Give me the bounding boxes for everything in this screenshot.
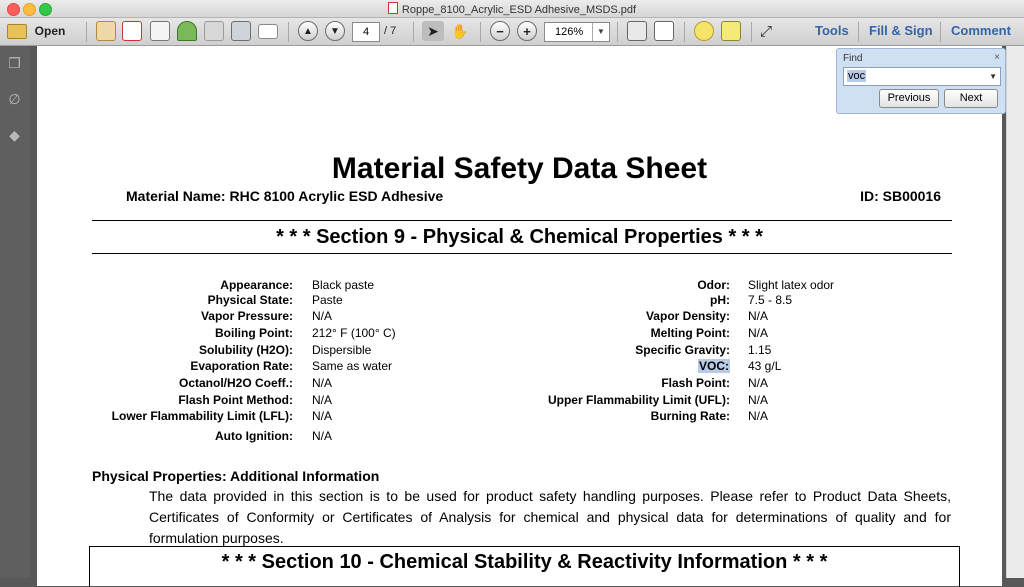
find-next-button[interactable]: Next (944, 89, 998, 108)
property-label: Upper Flammability Limit (UFL): (547, 393, 730, 407)
arrow-down-icon: ▼ (325, 21, 345, 41)
plus-icon: + (517, 21, 537, 41)
open-button[interactable] (4, 21, 68, 41)
property-label: Melting Point: (650, 326, 730, 340)
property-value: 7.5 - 8.5 (748, 293, 793, 307)
property-label: Physical State: (207, 293, 293, 307)
open-label: Open (34, 24, 66, 38)
fit-page-icon (627, 21, 647, 41)
expand-icon: ⤢ (760, 22, 773, 40)
find-query: voc (848, 70, 866, 82)
property-value: Dispersible (312, 343, 372, 357)
comment-button[interactable]: Comment (951, 23, 1011, 38)
toolbar-divider (684, 22, 685, 42)
property-label: Flash Point Method: (178, 393, 293, 407)
zoom-in-button[interactable] (517, 21, 537, 41)
envelope-icon (258, 24, 278, 39)
property-value: N/A (312, 393, 333, 407)
property-label: pH: (710, 293, 730, 307)
property-label: Octanol/H2O Coeff.: (178, 376, 293, 390)
property-value: N/A (312, 376, 333, 390)
toolbar-divider (288, 22, 289, 42)
toolbar-divider (86, 22, 87, 42)
previous-page-button[interactable] (298, 21, 318, 41)
property-label: Evaporation Rate: (190, 359, 293, 373)
section-rule (92, 220, 952, 221)
create-pdf-button[interactable] (96, 21, 116, 41)
property-label: Specific Gravity: (635, 343, 730, 357)
property-value: Slight latex odor (748, 278, 835, 292)
fit-page-button[interactable] (627, 21, 647, 41)
property-label: Vapor Density: (645, 309, 730, 323)
property-label: Lower Flammability Limit (LFL): (111, 409, 293, 423)
property-label: Burning Rate: (650, 409, 730, 423)
page-thumbnails-icon[interactable]: ❐ (8, 55, 21, 71)
property-value: 1.15 (748, 343, 772, 357)
section-10-title: * * * Section 10 - Chemical Stability & Reactivity Information * * * (221, 551, 828, 573)
create-pdf-icon (96, 21, 116, 41)
property-value: N/A (748, 409, 769, 423)
email-button[interactable] (258, 21, 278, 41)
export-pdf-icon (122, 21, 142, 41)
page-total: / 7 (384, 25, 397, 37)
minus-icon: − (490, 21, 510, 41)
section-rule (92, 253, 952, 254)
save-button[interactable] (204, 21, 224, 41)
pdf-page (37, 46, 1002, 586)
printer-icon (231, 21, 251, 41)
search-highlight: VOC: (699, 359, 729, 373)
property-value: N/A (748, 326, 769, 340)
document-title: Material Safety Data Sheet (331, 152, 708, 185)
hand-icon: ✋ (451, 22, 469, 39)
toolbar-divider (413, 22, 414, 42)
toolbar-divider (480, 22, 481, 42)
full-screen-button[interactable] (760, 21, 772, 41)
next-page-button[interactable] (325, 21, 345, 41)
property-label: Flash Point: (661, 376, 730, 390)
highlighter-icon (721, 21, 741, 41)
property-label: Vapor Pressure: (200, 309, 293, 323)
attachments-paperclip-icon[interactable]: ∅ (8, 91, 21, 107)
zoom-out-button[interactable] (490, 21, 510, 41)
layers-icon[interactable]: ◆ (9, 127, 20, 143)
close-icon[interactable]: × (994, 52, 1000, 63)
main-toolbar (0, 18, 1024, 46)
export-pdf-button[interactable] (122, 21, 142, 41)
tools-button[interactable]: Tools (815, 23, 849, 38)
toolbar-divider (940, 22, 941, 42)
toolbar-divider (617, 22, 618, 42)
material-name: Material Name: RHC 8100 Acrylic ESD Adhesive (126, 188, 444, 204)
property-label: Appearance: (220, 278, 293, 292)
window-title-text: Roppe_8100_Acrylic_ESD Adhesive_MSDS.pdf (401, 4, 637, 16)
additional-info-text: The data provided in this section is to be used for product safety handling purposes. Please refer to Product Data Sheets, Certificates of Conformity or Certificates of Analysis for chemical and physical data for determinations of quality and for formulation purposes. (149, 488, 951, 546)
property-label: Odor: (697, 278, 730, 292)
title-bar (0, 0, 1024, 18)
folder-icon (7, 24, 27, 39)
property-value: Same as water (312, 359, 393, 373)
property-value: N/A (748, 309, 769, 323)
zoom-select[interactable] (544, 22, 610, 42)
find-input[interactable] (843, 67, 1001, 86)
fit-width-icon (654, 21, 674, 41)
find-panel (836, 48, 1006, 114)
property-value: N/A (748, 376, 769, 390)
speech-bubble-icon (694, 21, 714, 41)
fill-sign-button[interactable]: Fill & Sign (869, 23, 933, 38)
highlight-button[interactable] (721, 21, 741, 41)
print-button[interactable] (231, 21, 251, 41)
select-tool-button[interactable] (422, 21, 444, 41)
section-10-box (89, 546, 960, 587)
vertical-scrollbar[interactable] (1006, 46, 1024, 578)
cloud-upload-icon (177, 21, 197, 41)
toolbar-divider (858, 22, 859, 42)
property-value: Black paste (312, 278, 375, 292)
property-value: Paste (312, 293, 343, 307)
zoom-value: 126% (555, 26, 584, 38)
property-value: N/A (312, 429, 333, 443)
property-label: Auto Ignition: (215, 429, 293, 443)
find-label: Find (843, 53, 863, 64)
toolbar-divider (751, 22, 752, 42)
hand-tool-button[interactable] (451, 21, 468, 41)
fit-width-button[interactable] (654, 21, 674, 41)
upload-button[interactable] (177, 21, 197, 41)
edit-pdf-button[interactable] (150, 21, 170, 41)
property-value: N/A (312, 309, 333, 323)
voc-label (698, 359, 730, 373)
property-value: N/A (748, 393, 769, 407)
property-value: 212° F (100° C) (312, 326, 396, 340)
property-value: 43 g/L (748, 359, 782, 373)
find-previous-button[interactable]: Previous (879, 89, 939, 108)
save-icon (204, 21, 224, 41)
cursor-arrow-icon: ➤ (427, 22, 439, 39)
property-label: Boiling Point: (215, 326, 293, 340)
window-title (0, 2, 1024, 16)
additional-info-heading: Physical Properties: Additional Information (92, 468, 380, 484)
arrow-up-icon: ▲ (298, 21, 318, 41)
chevron-down-icon: ▼ (592, 23, 609, 41)
navigation-pane (0, 46, 30, 578)
property-label: Solubility (H2O): (199, 343, 293, 357)
edit-pdf-icon (150, 21, 170, 41)
chevron-down-icon[interactable]: ▼ (989, 72, 997, 81)
pdf-file-icon (388, 2, 398, 14)
material-id: ID: SB00016 (860, 188, 941, 204)
property-value: N/A (312, 409, 333, 423)
sticky-note-button[interactable] (694, 21, 714, 41)
page-number-input[interactable]: 4 (352, 22, 380, 42)
section-9-title: * * * Section 9 - Physical & Chemical Properties * * * (276, 226, 763, 248)
